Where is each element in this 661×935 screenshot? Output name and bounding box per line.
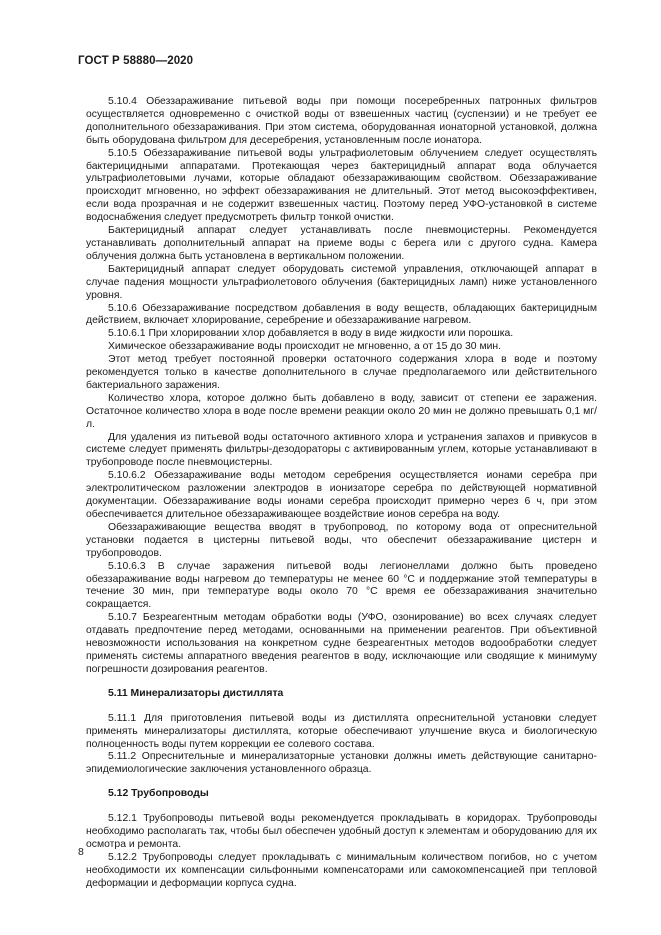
document-body: [86, 96, 597, 891]
section-heading-5-12: 5.12 Трубопроводы: [108, 788, 209, 800]
paragraph-5-10-6-2: 5.10.6.2 Обеззараживание воды методом серебрения осуществляется ионами серебра при электролитическом разложении электродов в ионизаторе серебра по действующей нормативной документации. Обеззараживание воды ионами серебра происходит примерно через 6 ч, при этом обеспечивается длительное обеззараживающее воздействие ионов серебра на воду.: [86, 470, 597, 520]
paragraph-5-12-1: 5.12.1 Трубопроводы питьевой воды рекомендуется прокладывать в коридорах. Трубопроводы необходимо располагать так, чтобы был обеспечен удобный доступ к элементам и оборудованию для их осмотра и ремонта.: [86, 813, 597, 850]
paragraph-5-11-2: 5.11.2 Опреснительные и минерализаторные установки должны иметь действующие санитарно-эпидемиологические заключения установленного образца.: [86, 751, 597, 776]
paragraph-5-10-4: 5.10.4 Обеззараживание питьевой воды при помощи посеребренных патронных фильтров осуществляется одновременно с очисткой воды от взвешенных частиц (суспензии) и не требует ее дополнительного обеззараживания. При этом система, оборудованная ионаторной установкой, должна быть оборудована фильтром для десеребрения, установленным после ионатора.: [86, 96, 597, 146]
paragraph-5-10-6-3: 5.10.6.3 В случае заражения питьевой воды легионеллами должно быть проведено обеззараживание воды нагревом до температуры не менее 60 °С и поддержание этой температуры в течение 30 мин, при температуре воды около 70 °С время ее обеззараживания значительно сокращается.: [86, 560, 597, 611]
paragraph: Для удаления из питьевой воды остаточного активного хлора и устранения запахов и привкусов в системе следует применять фильтры-дезодораторы с активированным углем, которые устанавливают в трубопроводе после пневмоцистерны.: [86, 431, 597, 469]
paragraph: Обеззараживающие вещества вводят в трубопровод, по которому вода от опреснительной установки подается в цистерны питьевой воды, что обеспечит обеззараживание цистерн и трубопроводов.: [86, 521, 597, 559]
paragraph: Бактерицидный аппарат следует оборудовать системой управления, отключающей аппарат в случае падения мощности ультрафиолетового облучения (бактерицидных ламп) ниже установленного уровня.: [86, 263, 597, 301]
paragraph-5-10-5: 5.10.5 Обеззараживание питьевой воды ультрафиолетовым облучением следует осуществлять бактерицидными аппаратами. Протекающая через бактерицидный аппарат вода облучается ультрафиолетовыми лучами, которые обладают обеззараживающим свойством. Обеззараживание происходит мгновенно, но эффект обеззараживания не длительный. Этот метод высокоэффективен, если вода прозрачная и не содержит взвешенных частиц. Поэтому перед УФО-установкой в системе водоснабжения следует предусмотреть фильтр тонкой очистки.: [86, 147, 597, 224]
paragraph-5-10-6-1: 5.10.6.1 При хлорировании хлор добавляется в воду в виде жидкости или порошка.: [108, 328, 514, 340]
paragraph-5-11-1: 5.11.1 Для приготовления питьевой воды из дистиллята опреснительной установки следует применять минерализаторы дистиллята, которые обеспечивают улучшение вкуса и биологическую полноценность воды путем коррекции ее солевого состава.: [86, 712, 597, 750]
document-header: ГОСТ Р 58880—2020: [78, 55, 194, 67]
paragraph-5-10-7: 5.10.7 Безреагентным методам обработки воды (УФО, озонирование) во всех случаях следует отдавать предпочтение перед методами, основанными на применении реагентов. При объективной невозможности использования на конкретном судне безреагентных методов водообработки следует применять системы аппаратного введения реагентов в воду, исключающие или сводящие к минимуму погрешности дозирования реагентов.: [86, 612, 597, 675]
paragraph: Бактерицидный аппарат следует устанавливать после пневмоцистерны. Рекомендуется устанавливать дополнительный аппарат на приеме воды с берега или с другого судна. Камера облучения должна быть установлена в вертикальном положении.: [86, 225, 597, 262]
page-number: 8: [78, 846, 84, 858]
paragraph: Химическое обеззараживание воды происходит не мгновенно, а от 15 до 30 мин.: [108, 341, 502, 353]
paragraph: Этот метод требует постоянной проверки остаточного содержания хлора в воде и поэтому рекомендуется только в качестве дополнительного в случае предполагаемого или действительного бактериального заражения.: [86, 354, 597, 391]
paragraph: Количество хлора, которое должно быть добавлено в воду, зависит от степени ее заражения. Остаточное количество хлора в воде после времени реакции около 20 мин не должно превышать 0,1 мг/л.: [86, 392, 597, 430]
section-heading-5-11: 5.11 Минерализаторы дистиллята: [108, 687, 284, 699]
paragraph-5-12-2: 5.12.2 Трубопроводы следует прокладывать с минимальным количеством погибов, но с учетом необходимости их компенсации сильфонными компенсаторами или самокомпенсацией при тепловой деформации и деформации корпуса судна.: [86, 851, 597, 889]
paragraph-5-10-6: 5.10.6 Обеззараживание посредством добавления в воду веществ, обладающих бактерицидным действием, включает хлорирование, серебрение и обеззараживание нагревом.: [86, 302, 597, 327]
